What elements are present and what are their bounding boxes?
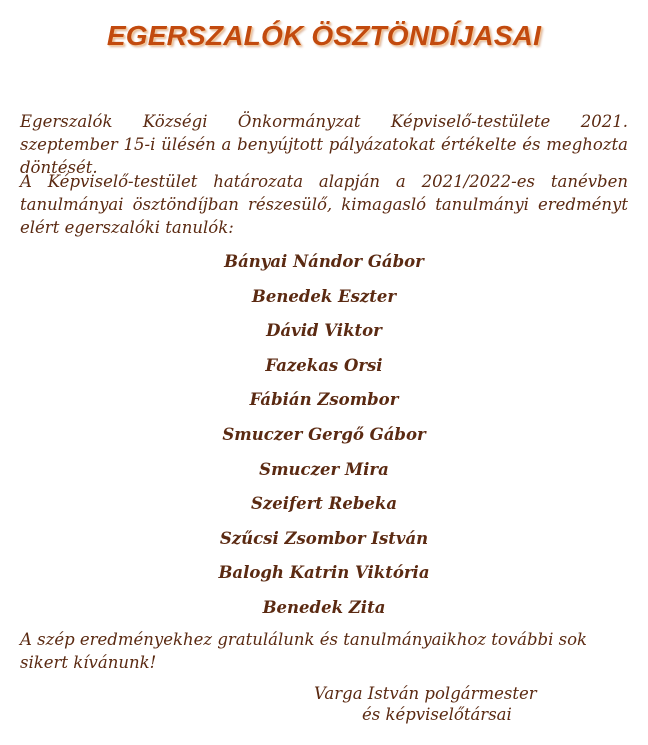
signature-subtitle: és képviselőtársai xyxy=(362,705,512,724)
recipient-list xyxy=(0,250,648,631)
closing-paragraph: A szép eredményekhez gratulálunk és tanulmányaikhoz további sok sikert kívánunk! xyxy=(20,630,588,672)
recipient-name: Balogh Katrin Viktória xyxy=(218,563,430,583)
intro-paragraph: Egerszalók Községi Önkormányzat Képviselő-testülete 2021. szeptember 15-i ülésén a benyújtott pályázatokat értékelte és meghozta döntését. xyxy=(20,112,628,177)
decision-paragraph: A Képviselő-testület határozata alapján a 2021/2022-es tanévben tanulmányai ösztöndíjban részesülő, kimagasló tanulmányi eredményt elért egerszalóki tanulók: xyxy=(20,172,628,237)
page-title: EGERSZALÓK ÖSZTÖNDÍJASAI xyxy=(106,20,542,51)
recipient-name: Szeifert Rebeka xyxy=(250,494,398,514)
recipient-name: Fábián Zsombor xyxy=(249,390,399,410)
recipient-name: Smuczer Gergő Gábor xyxy=(222,424,426,444)
recipient-name: Fazekas Orsi xyxy=(265,355,383,375)
recipient-name: Dávid Viktor xyxy=(266,321,382,341)
recipient-name: Benedek Eszter xyxy=(251,286,397,306)
recipient-name: Szűcsi Zsombor István xyxy=(219,528,429,548)
signature-name: Varga István polgármester xyxy=(314,684,537,703)
recipient-name: Smuczer Mira xyxy=(259,459,389,479)
recipient-name: Bányai Nándor Gábor xyxy=(224,252,424,271)
recipient-name: Benedek Zita xyxy=(262,597,386,617)
